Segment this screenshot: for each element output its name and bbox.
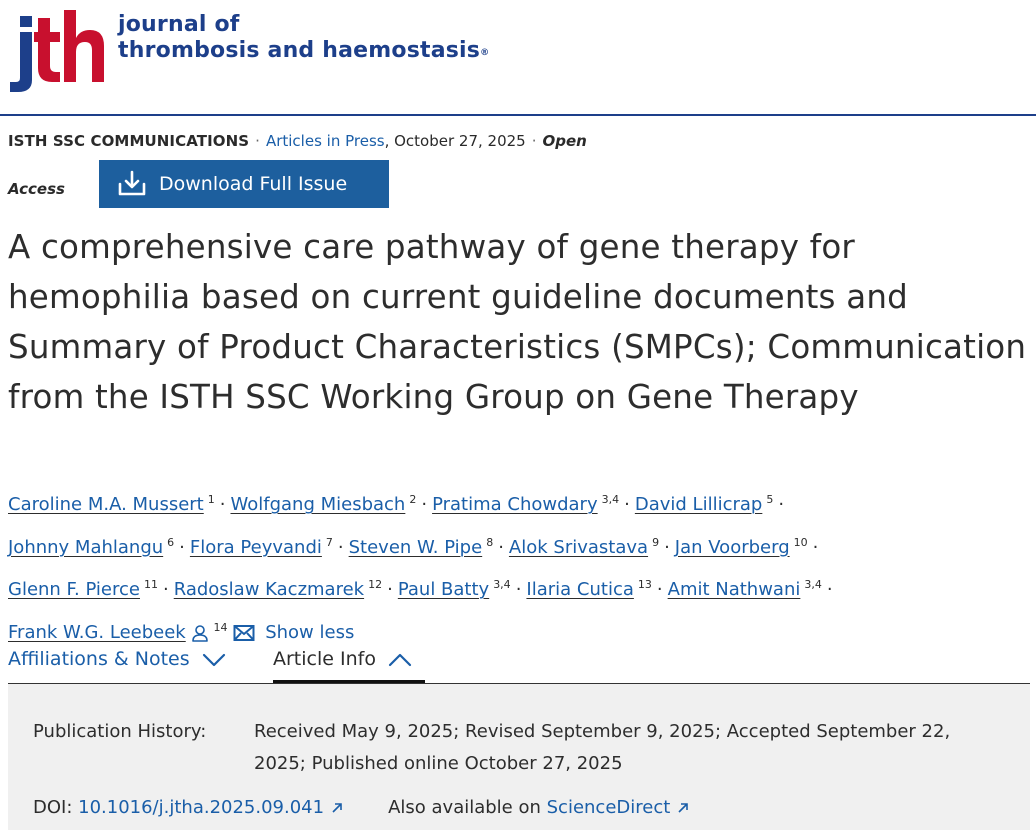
author-separator: · xyxy=(515,579,522,600)
author-link[interactable]: Paul Batty xyxy=(397,579,490,600)
author-link[interactable]: Pratima Chowdary xyxy=(432,494,598,515)
author-affiliation: 13 xyxy=(637,578,652,591)
article-tabs xyxy=(8,643,1030,683)
corresponding-author-icon xyxy=(191,624,209,642)
doi-label: DOI: xyxy=(33,797,79,818)
author-affiliation: 5 xyxy=(766,493,774,506)
external-link-icon xyxy=(676,801,690,815)
author-separator: · xyxy=(219,494,226,515)
tab-affiliations-notes[interactable] xyxy=(8,643,226,683)
download-full-issue-button[interactable] xyxy=(99,160,389,208)
author-link[interactable]: Alok Srivastava xyxy=(508,536,649,558)
open-access-label: Open xyxy=(542,132,587,150)
download-button-label: Download Full Issue xyxy=(159,173,348,195)
author-separator: · xyxy=(664,536,670,558)
author-separator: · xyxy=(387,579,393,600)
article-title: A comprehensive care pathway of gene therapy for hemophilia based on current guideline documents and Summary of Product Characteristics (SMPCs); Communication from the ISTH SSC Working Group on Gene Therapy xyxy=(8,228,1027,416)
articles-in-press-link[interactable]: Articles in Press xyxy=(265,132,385,150)
author-link[interactable]: Jan Voorberg xyxy=(674,536,790,558)
author-separator: · xyxy=(624,494,630,515)
author-link[interactable]: Glenn F. Pierce xyxy=(8,579,140,600)
site-header xyxy=(0,0,1036,116)
author-link[interactable]: Steven W. Pipe xyxy=(348,536,483,558)
author-link[interactable]: Flora Peyvandi xyxy=(189,536,322,558)
author-link[interactable]: Wolfgang Miesbach xyxy=(230,494,406,515)
author-affiliation: 8 xyxy=(486,535,494,549)
article-date: , October 27, 2025 xyxy=(384,132,526,150)
author-affiliation: 3,4 xyxy=(601,493,620,506)
author-affiliation: 3,4 xyxy=(804,578,822,591)
journal-name-line2-text: thrombosis and haemostasis xyxy=(118,38,481,63)
registered-mark: ® xyxy=(480,48,490,58)
tab-article-info-label: Article Info xyxy=(273,648,376,670)
journal-name-line1: journal of xyxy=(118,12,240,37)
journal-name[interactable] xyxy=(118,12,489,64)
publication-history-value: Received May 9, 2025; Revised September 9, 2025; Accepted September 22, 2025; Published online October 27, 2025 xyxy=(254,721,951,774)
header-divider xyxy=(0,114,1036,116)
author-separator: · xyxy=(826,579,833,600)
author-affiliation: 6 xyxy=(167,535,175,549)
author-line xyxy=(8,524,1028,567)
publication-history-label: Publication History: xyxy=(33,721,207,742)
tab-affiliations-label: Affiliations & Notes xyxy=(8,648,190,670)
author-link[interactable]: Caroline M.A. Mussert xyxy=(8,494,204,515)
mail-icon[interactable] xyxy=(233,624,255,642)
author-separator: · xyxy=(778,494,785,515)
author-separator: · xyxy=(421,494,428,515)
author-separator: · xyxy=(162,579,169,600)
author-link[interactable]: Radoslaw Kaczmarek xyxy=(173,579,365,600)
sciencedirect-link[interactable]: ScienceDirect xyxy=(546,797,671,818)
jth-logo-icon[interactable] xyxy=(8,6,106,92)
author-separator: · xyxy=(337,536,344,558)
author-affiliation: 7 xyxy=(325,535,333,549)
article-info-panel xyxy=(8,684,1030,830)
author-affiliation: 11 xyxy=(143,578,158,591)
author-link[interactable]: Frank W.G. Leebeek xyxy=(8,621,186,643)
show-less-button[interactable]: Show less xyxy=(265,621,355,643)
author-affiliation: 3,4 xyxy=(493,578,511,591)
author-line xyxy=(8,566,1028,609)
open-access-label-cont: Access xyxy=(8,180,65,198)
author-link[interactable]: Amit Nathwani xyxy=(667,579,801,600)
external-link-icon xyxy=(330,801,344,815)
chevron-up-icon xyxy=(388,653,412,667)
author-link[interactable]: Johnny Mahlangu xyxy=(8,536,164,558)
download-icon xyxy=(117,170,147,198)
author-separator: · xyxy=(656,579,663,600)
author-affiliation: 10 xyxy=(793,535,808,549)
meta-separator: · xyxy=(255,132,260,150)
also-available-label: Also available on xyxy=(388,797,547,818)
doi-link[interactable]: 10.1016/j.jtha.2025.09.041 xyxy=(78,797,325,818)
author-affiliation: 1 xyxy=(207,493,215,506)
author-link[interactable]: Ilaria Cutica xyxy=(526,579,634,600)
author-affiliation: 14 xyxy=(213,620,228,634)
chevron-down-icon xyxy=(202,653,226,667)
author-link[interactable]: David Lillicrap xyxy=(634,494,763,515)
author-separator: · xyxy=(812,536,819,558)
section-label: ISTH SSC COMMUNICATIONS xyxy=(8,132,250,150)
author-separator: · xyxy=(179,536,185,558)
author-affiliation: 9 xyxy=(652,535,660,549)
tab-article-info[interactable] xyxy=(273,643,425,683)
author-separator: · xyxy=(498,536,504,558)
author-affiliation: 2 xyxy=(409,493,417,506)
journal-name-line2 xyxy=(118,38,489,64)
doi-row xyxy=(33,792,690,824)
article-meta xyxy=(8,130,587,152)
author-affiliation: 12 xyxy=(368,578,383,591)
meta-separator: · xyxy=(531,132,537,150)
author-line xyxy=(8,481,1028,524)
author-list xyxy=(8,481,1028,651)
